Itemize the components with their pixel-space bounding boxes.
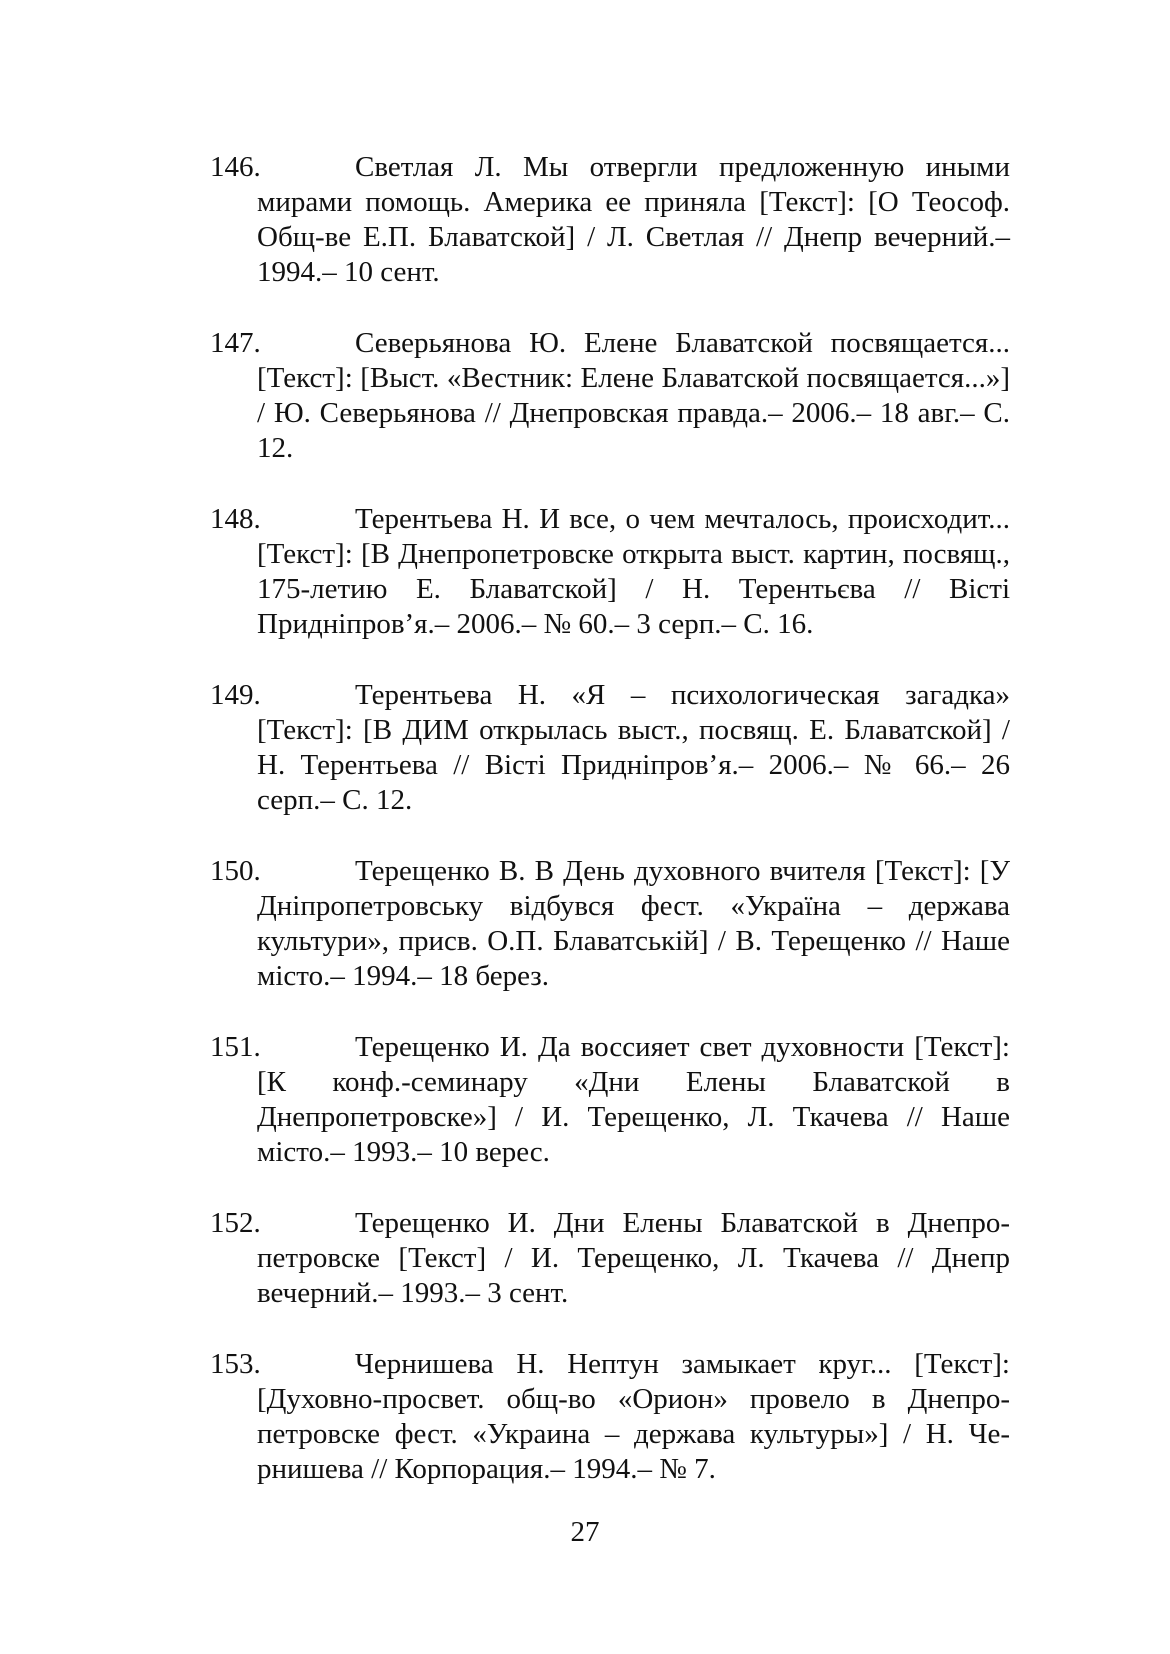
page-number: 27 xyxy=(570,1516,600,1548)
bibliography-list xyxy=(210,150,1010,1523)
entry-number: 153. xyxy=(210,1348,261,1380)
bibliography-entry xyxy=(210,1347,1010,1487)
entry-text: Терещенко И. Да воссияет свет духовности [Текст]: [К конф.-семинару «Дни Елены Блаватской в Днепропетровске»] / И. Терещенко, Л. Ткачева // Наше місто.– 1993.– 10 верес. xyxy=(257,1031,1010,1168)
entry-number: 152. xyxy=(210,1207,261,1239)
bibliography-entry xyxy=(210,1206,1010,1311)
bibliography-entry xyxy=(210,678,1010,818)
bibliography-entry xyxy=(210,150,1010,290)
entry-number: 147. xyxy=(210,327,261,359)
entry-number: 149. xyxy=(210,679,261,711)
entry-text: Чернишева Н. Нептун замыкает круг... [Текст]: [Духовно-просвет. общ-во «Орион» провело в Днепропетровске фест. «Украина – держава культуры»] / Н. Чернишева // Корпорация.– 1994.– № 7. xyxy=(257,1348,1010,1485)
entry-text: Северьянова Ю. Елене Блаватской посвящается... [Текст]: [Выст. «Вестник: Елене Блаватской посвящается...»] / Ю. Северьянова // Днепровская правда.– 2006.– 18 авг.– С. 12. xyxy=(257,327,1010,464)
bibliography-entry xyxy=(210,1030,1010,1170)
entry-number: 150. xyxy=(210,855,261,887)
entry-text: Терентьева Н. И все, о чем мечталось, происходит... [Текст]: [В Днепропетровске открыта выст. картин, посвящ., 175-летию Е. Блаватской] / Н. Терентьєва // Вісті Придніпров’я.– 2006.– № 60.– 3 серп.– С. 16. xyxy=(257,503,1010,640)
bibliography-entry xyxy=(210,502,1010,642)
entry-number: 148. xyxy=(210,503,261,535)
entry-text: Светлая Л. Мы отвергли предложенную иными мирами помощь. Америка ее приняла [Текст]: [О Теософ. Общ-ве Е.П. Блаватской] / Л. Светлая // Днепр вечерний.– 1994.– 10 сент. xyxy=(257,151,1010,288)
entry-number: 146. xyxy=(210,151,261,183)
entry-text: Терентьева Н. «Я – психологическая загадка» [Текст]: [В ДИМ открылась выст., посвящ. Е. Блаватской] / Н. Терентьева // Вісті Придніпров’я.– 2006.– № 66.– 26 серп.– С. 12. xyxy=(257,679,1010,816)
entry-text: Терещенко В. В День духовного вчителя [Текст]: [У Дніпропетровську відбувся фест. «Україна – держава культури», присв. О.П. Блаватській] / В. Терещенко // Наше місто.– 1994.– 18 берез. xyxy=(257,855,1010,992)
entry-text: Терещенко И. Дни Елены Блаватской в Днепропетровске [Текст] / И. Терещенко, Л. Ткачева // Днепр вечерний.– 1993.– 3 сент. xyxy=(257,1207,1010,1309)
entry-number: 151. xyxy=(210,1031,261,1063)
bibliography-entry xyxy=(210,326,1010,466)
bibliography-entry xyxy=(210,854,1010,994)
